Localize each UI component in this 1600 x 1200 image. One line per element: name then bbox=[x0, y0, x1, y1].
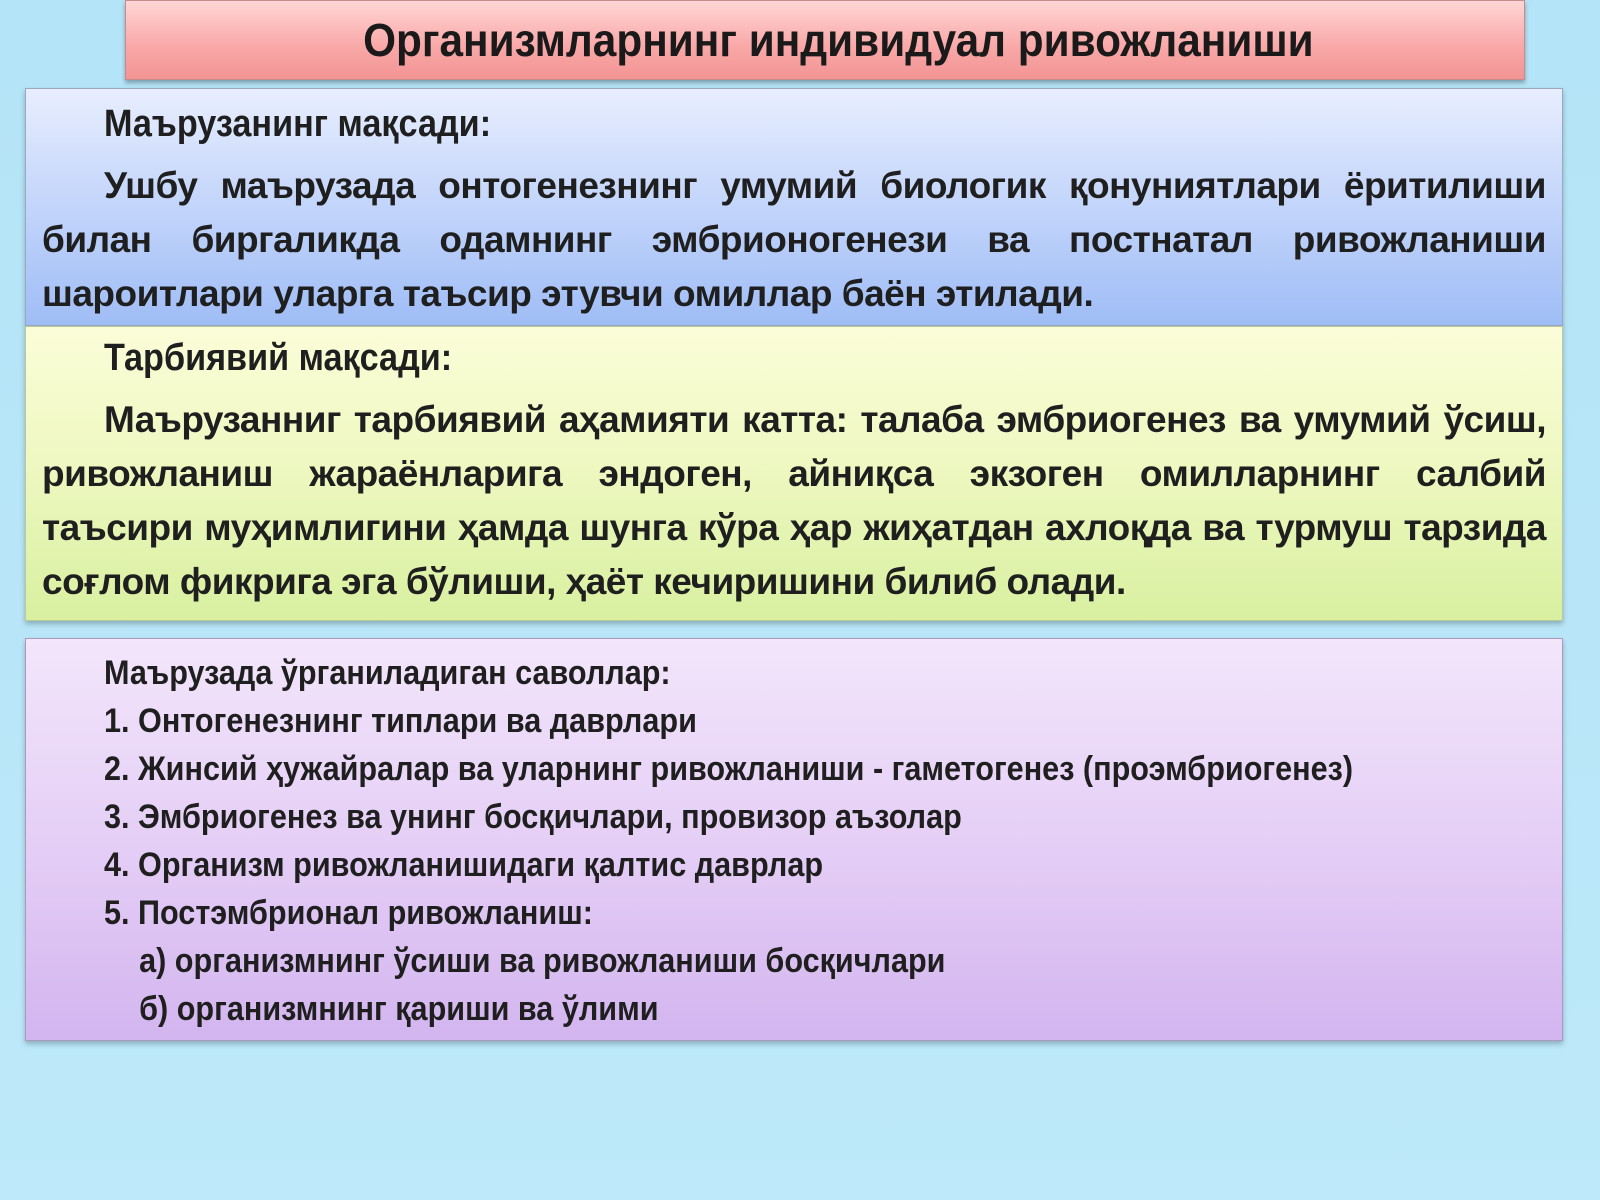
questions-panel bbox=[25, 638, 1563, 1041]
question-item: 2. Жинсий ҳужайралар ва уларнинг ривожланиши - гаметогенез (проэмбриогенез) bbox=[104, 750, 1354, 788]
educational-goal-text: Маърузанниг тарбиявий аҳамияти катта: талаба эмбриогенез ва умумий ўсиш, ривожланиш жараёнларига эндоген, айниқса экзоген омилларнинг салбий таъсири муҳимлигини ҳамда шунга кўра ҳар жиҳатдан ахлоқда ва турмуш тарзида соғлом фикрига эга бўлиши, ҳаёт кечиришини билиб олади. bbox=[42, 399, 1546, 602]
question-item: 1. Онтогенезнинг типлари ва даврлари bbox=[104, 702, 697, 740]
question-subitem: а) организмнинг ўсиши ва ривожланиши босқичлари bbox=[139, 942, 946, 980]
educational-goal-panel bbox=[25, 326, 1563, 621]
question-item: 5. Постэмбрионал ривожланиш: bbox=[104, 894, 593, 932]
question-subitem: б) организмнинг қариши ва ўлими bbox=[139, 990, 659, 1028]
goal-heading: Маърузанинг мақсади: bbox=[104, 103, 492, 145]
goal-text: Ушбу маърузада онтогенезнинг умумий биологик қонуниятлари ёритилиши билан биргаликда одамнинг эмбрионогенези ва постнатал ривожланиши шароитлари уларга таъсир этувчи омиллар баён этилади. bbox=[42, 165, 1546, 314]
questions-heading: Маърузада ўрганиладиган саволлар: bbox=[104, 654, 671, 692]
title-banner bbox=[125, 0, 1525, 80]
goal-panel bbox=[25, 88, 1563, 326]
educational-goal-heading: Тарбиявий мақсади: bbox=[104, 337, 453, 379]
question-item: 4. Организм ривожланишидаги қалтис даврлар bbox=[104, 846, 824, 884]
page-title: Организмларнинг индивидуал ривожланиши bbox=[363, 14, 1315, 66]
question-item: 3. Эмбриогенез ва унинг босқичлари, провизор аъзолар bbox=[104, 798, 962, 836]
questions-list bbox=[104, 649, 1492, 1033]
